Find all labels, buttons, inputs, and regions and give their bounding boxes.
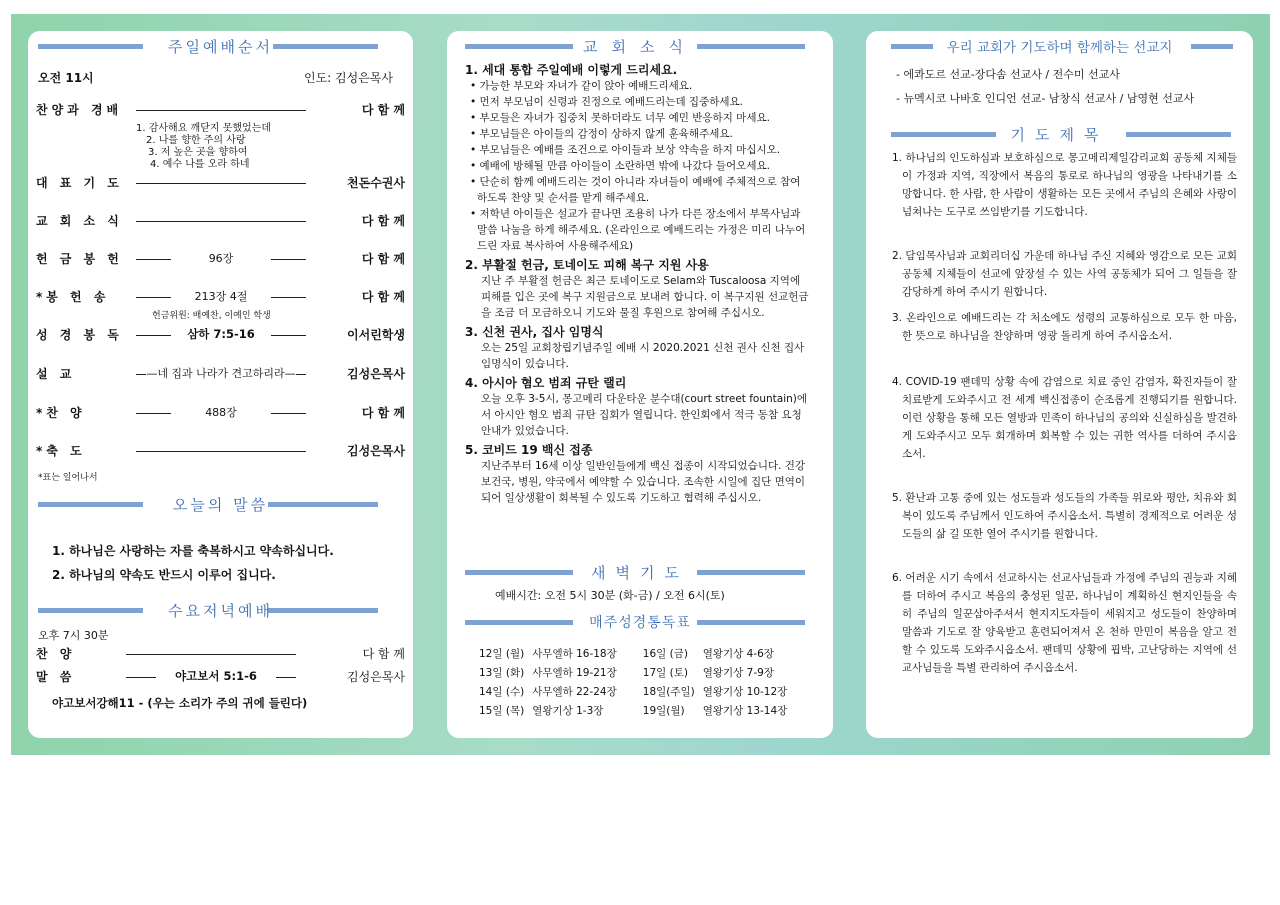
table-cell: 열왕기상 10-12장 [702, 686, 788, 698]
mission-list [896, 63, 1194, 111]
section-header-word [28, 493, 413, 515]
table-cell: 16일 (금) [642, 648, 688, 660]
order-person: 김성은목사 [347, 367, 405, 381]
table-cell: 18일(주일) [642, 686, 695, 698]
worship-time: 오전 11시 [38, 71, 94, 85]
section-header-dawn [447, 561, 833, 583]
order-person: 천돈수권사 [347, 176, 405, 190]
order-label: *찬 양 [36, 406, 86, 420]
word-item: 2. 하나님의 약속도 반드시 이루어 집니다. [52, 568, 276, 582]
worship-leader: 인도: 김성은목사 [303, 71, 393, 85]
wednesday-title: 수요저녁예배 [168, 602, 273, 620]
section-header-mission [866, 35, 1253, 57]
order-person: 김성은목사 [347, 670, 405, 684]
news-bullet-text: 단순히 함께 예배드리는 것이 아니라 자녀들이 예배에 주체적으로 참여하도록 찬양 및 순서를 맡게 해주세요. [477, 176, 801, 204]
news-bullet-text: 부모님들은 아이들의 감정이 상하지 않게 훈육해주세요. [479, 128, 733, 140]
bullet-icon: • [470, 160, 480, 172]
bullet-icon: • [470, 128, 480, 140]
table-cell: 열왕기상 4-6장 [702, 648, 774, 660]
song-item: 2. 나를 향한 주의 사랑 [146, 135, 246, 146]
news-heading: 1. 세대 통합 주일예배 이렇게 드리세요. [465, 63, 678, 77]
order-person: 다 함 께 [361, 290, 405, 304]
offering-note: 헌금위원: 배예찬, 이예인 학생 [152, 311, 271, 321]
mission-title: 우리 교회가 기도하며 함께하는 선교지 [946, 40, 1173, 56]
table-cell: 사무엘하 19-21장 [532, 667, 617, 679]
order-detail: 야고보서 5:1-6 [175, 669, 257, 683]
mission-item: - 에콰도르 선교-장다솜 선교사 / 전수미 선교사 [896, 68, 1120, 81]
wed-row-word [36, 668, 405, 686]
prayer-item: 6. 어려운 시기 속에서 선교하시는 선교사님들과 가정에 주님의 권능과 지혜를 더하여 주시고 복음의 충성된 일꾼, 하나님이 계획하신 현지인들을 속히 주님의 일꾼삼아주셔서 현지지도자들이 세워지고 성도들이 찬양하며 말씀과 기도로 잘 양육받고 훈련되어져서 온 천하 만민이 복음을 알고 전할 수 있도록 도와주시옵소서. 팬데믹 상황에 핍박, 고난당하는 지역에 선교사님들을 특별 관리하여 주시옵소서. [892, 572, 1237, 674]
table-row [475, 644, 791, 663]
order-detail: 삼하 7:5-16 [187, 327, 255, 341]
order-row [36, 365, 405, 383]
mission-item: - 뉴멕시코 나바호 인디언 선교- 남창식 선교사 / 남영현 선교사 [896, 92, 1195, 105]
news-heading: 3. 신천 권사, 집사 임명식 [465, 325, 604, 339]
order-person: 다 함 께 [361, 252, 405, 266]
news-bullet [465, 206, 810, 254]
order-person: 이서린학생 [347, 328, 405, 342]
news-bullet [465, 174, 810, 206]
wednesday-sermon: 야고보서강해11 - (우는 소리가 주의 귀에 들린다) [52, 696, 308, 710]
section-header-prayer [866, 123, 1253, 145]
news-heading: 2. 부활절 헌금, 토네이도 피해 복구 지원 사용 [465, 258, 709, 272]
prayer-item: 4. COVID-19 팬데믹 상황 속에 감염으로 치료 중인 감염자, 확진자들이 잘 치료받게 도와주시고 전 세계 백신접종이 순조롭게 진행되기를 원합니다. 이런 상황을 통해 모든 열방과 민족이 하나님의 공의와 신실하심을 발견하게 도와주시고 모두 회개하며 회복할 수 있는 귀한 역사를 더하여 주시옵소서. [892, 376, 1237, 460]
bible-title: 매주성경통독표 [589, 615, 691, 631]
news-heading: 4. 아시아 혐오 범죄 규탄 랠리 [465, 376, 627, 390]
news-bullet-text: 먼저 부모님이 신령과 진정으로 예배드리는데 집중하세요. [479, 96, 743, 108]
order-person: 다 함 께 [362, 647, 405, 661]
order-row [36, 442, 405, 460]
today-words [52, 539, 334, 587]
news-bullet-text: 부모님들은 예배를 조건으로 아이들과 보상 약속을 하지 마십시오. [479, 144, 781, 156]
song-item: 1. 감사해요 깨닫지 못했었는데 [136, 123, 271, 134]
prayer-item: 1. 하나님의 인도하심과 보호하심으로 몽고메리제일감리교회 공동체 지체들이 가정과 지역, 직장에서 복음의 통로로 하나님의 영광을 나타내기를 소망합니다. 한 사람, 한 사람이 생활하는 모든 곳에서 주님의 은혜와 사랑이 넘쳐나는 도구로 쓰임받기를 기도합니다. [892, 152, 1237, 218]
bible-reading-table [475, 644, 791, 720]
order-detail: 96장 [208, 252, 234, 265]
news-body: 지난주부터 16세 이상 일반인들에게 백신 접종이 시작되었습니다. 건강보건국, 병원, 약국에서 예약할 수 있습니다. 조속한 시일에 집단 면역이 되어 일상생활이 회복될 수 있도록 기도하고 협력해 주십시오. [481, 460, 806, 504]
order-label: *축 도 [36, 444, 86, 458]
worship-title: 주일예배순서 [168, 38, 273, 56]
news-bullet [465, 126, 810, 142]
song-list [136, 123, 271, 171]
order-person: 다 함 께 [361, 406, 405, 420]
order-label: 헌 금 봉 헌 [36, 252, 123, 266]
stand-note: *표는 일어나서 [38, 473, 98, 483]
order-label: 설 교 [36, 367, 76, 381]
section-header-wednesday [28, 599, 413, 621]
news-heading: 5. 코비드 19 백신 접종 [465, 443, 593, 457]
prayer-title: 기도제목 [1010, 126, 1109, 144]
panel-worship-order [28, 31, 413, 738]
order-person: 김성은목사 [347, 444, 405, 458]
news-bullet [465, 94, 810, 110]
table-cell: 사무엘하 22-24장 [532, 686, 617, 698]
order-detail: 213장 4절 [194, 290, 248, 303]
panel-church-news [447, 31, 833, 738]
table-cell: 13일 (화) [479, 667, 525, 679]
wed-row-praise [36, 645, 405, 663]
news-bullet [465, 110, 810, 126]
table-cell: 열왕기상 7-9장 [702, 667, 774, 679]
table-cell: 14일 (수) [479, 686, 525, 698]
song-item: 3. 저 높은 곳을 향하여 [148, 147, 248, 158]
news-title: 교회소식 [583, 38, 697, 56]
table-cell: 열왕기상 1-3장 [532, 705, 604, 717]
dawn-title: 새벽기도 [591, 564, 689, 582]
order-person: 다 함 께 [361, 214, 405, 228]
order-label: 성 경 봉 독 [36, 328, 123, 342]
table-cell: 사무엘하 16-18장 [532, 648, 617, 660]
news-bullet [465, 158, 810, 174]
dawn-time: 예배시간: 오전 5시 30분 (화-금) / 오전 6시(토) [495, 589, 725, 602]
news-bullet [465, 142, 810, 158]
news-body: 오늘 오후 3-5시, 몽고메리 다운타운 분수대(court street fountain)에서 아시안 혐오 범죄 규탄 집회가 열립니다. 한인회에서 적극 동참 요청 안내가 있었습니다. [481, 393, 808, 437]
order-label: *봉 헌 송 [36, 290, 110, 304]
order-label: 찬 양 [36, 647, 76, 661]
news-bullet [465, 78, 810, 94]
table-row [475, 663, 791, 682]
order-row [36, 250, 405, 268]
order-person: 다 함 께 [361, 103, 405, 117]
news-body: 지난 주 부활절 헌금은 최근 토네이도로 Selam와 Tuscaloosa 지역에 피해를 입은 곳에 복구 지원금으로 보내려 합니다. 이 복구지원 선교헌금을 조금 더 모금하오니 기도와 물질 후원으로 참여해 주십시오. [481, 275, 809, 319]
table-row [475, 682, 791, 701]
panel-prayer [866, 31, 1253, 738]
table-cell: 15일 (목) [479, 705, 525, 717]
table-row [475, 701, 791, 720]
bullet-icon: • [470, 112, 480, 124]
news-bullet-text: 부모들은 자녀가 집중치 못하더라도 너무 예민 반응하지 마세요. [479, 112, 770, 124]
order-row [36, 326, 405, 344]
bullet-icon: • [470, 208, 480, 220]
news-bullet-text: 예배에 방해될 만큼 아이들이 소란하면 밖에 나갔다 들어오세요. [479, 160, 770, 172]
order-detail: —네 집과 나라가 견고하리라— [146, 367, 296, 380]
table-cell: 열왕기상 13-14장 [702, 705, 788, 717]
order-label: 교 회 소 식 [36, 214, 123, 228]
order-row-praise [36, 101, 405, 119]
section-header-news [447, 35, 833, 57]
wednesday-time: 오후 7시 30분 [38, 629, 109, 642]
order-label: 찬양과 경배 [36, 103, 123, 117]
table-cell: 12일 (월) [479, 648, 525, 660]
order-detail: 488장 [205, 406, 237, 419]
prayer-item: 5. 환난과 고통 중에 있는 성도들과 성도들의 가족들 위로와 평안, 치유와 회복이 있도록 주님께서 인도하여 주시옵소서. 특별히 경제적으로 어려운 성도들의 삶 길 또한 열어 주시기를 원합니다. [892, 492, 1237, 540]
news-body: 오는 25일 교회창립기념주일 예배 시 2020.2021 신천 권사 신천 집사 임명식이 있습니다. [481, 342, 805, 370]
table-cell: 19일(월) [642, 705, 685, 717]
prayer-item: 3. 온라인으로 예배드리는 각 처소에도 성령의 교통하심으로 모두 한 마음, 한 뜻으로 하나님을 찬양하며 영광 돌리게 하여 주시옵소서. [892, 312, 1237, 342]
order-label: 말 씀 [36, 670, 76, 684]
bullet-icon: • [470, 144, 480, 156]
table-cell: 17일 (토) [642, 667, 688, 679]
word-title: 오늘의 말씀 [172, 496, 269, 514]
order-row [36, 174, 405, 192]
bullet-icon: • [470, 96, 480, 108]
section-header-bible [447, 611, 833, 633]
order-row [36, 288, 405, 306]
news-bullet-text: 가능한 부모와 자녀가 같이 앉아 예배드리세요. [479, 80, 693, 92]
order-row [36, 212, 405, 230]
bullet-icon: • [470, 176, 480, 188]
prayer-item: 2. 담임목사님과 교회리더십 가운데 하나님 주신 지혜와 영감으로 모든 교회공동체 지체들이 선교에 앞장설 수 있는 사역 공동체가 되어 그 일들을 잘 감당하게 하여 주시기 원합니다. [892, 250, 1237, 298]
order-label: 대 표 기 도 [36, 176, 123, 190]
word-item: 1. 하나님은 사랑하는 자를 축복하시고 약속하십니다. [52, 544, 334, 558]
section-header-worship [28, 35, 413, 57]
bullet-icon: • [470, 80, 480, 92]
song-item: 4. 예수 나를 오라 하네 [150, 159, 250, 170]
news-list [465, 61, 810, 506]
order-row [36, 404, 405, 422]
news-bullet-text: 저학년 아이들은 설교가 끝나면 조용히 나가 다른 장소에서 부목사님과 말씀 나눔을 하게 해주세요. (온라인으로 예배드리는 가정은 미리 나누어드린 자료 복사하여 사용해주세요) [477, 208, 806, 252]
